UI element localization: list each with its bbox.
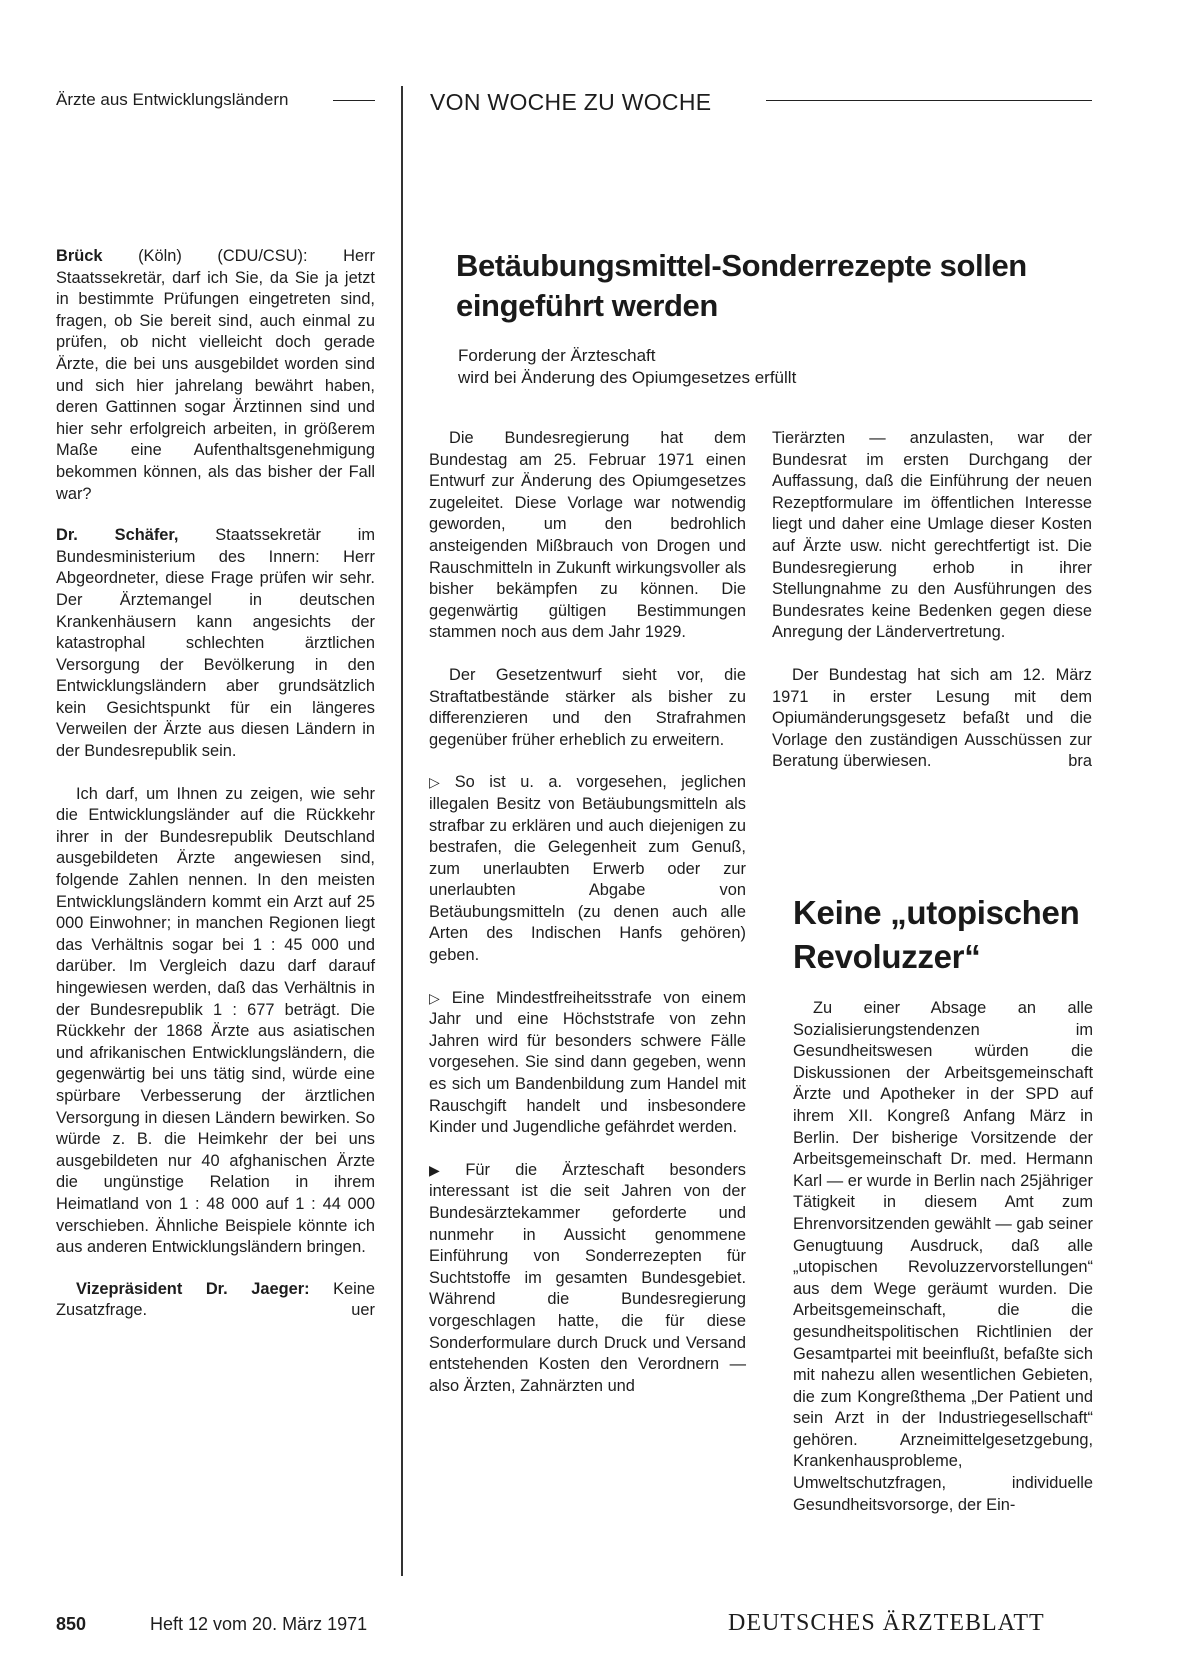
paragraph: Ich darf, um Ihnen zu zeigen, wie sehr die Entwicklungsländer auf die Rückkehr ihrer in der Bundesrepublik Deutschland ausgebildeten Ärzte angewiesen sind, folgende Zahlen nennen. In den meisten Entwicklungsländern kommt ein Arzt auf 25 000 Einwohner; in manchen Regionen liegt das Verhältnis sogar bei 1 : 45 000 und darüber. Im Vergleich dazu darf darauf hingewiesen werden, daß das Verhältnis in der Bundesrepublik 1 : 677 beträgt. Die Rückkehr der 1868 Ärzte aus asiatischen und afrikanischen Entwicklungsländern, die gegenwärtig bei uns tätig sind, würde eine spürbare Verbesserung der ärztlichen Versorgung in diesen Ländern bewirken. So würde z. B. die Heimkehr der bei uns ausgebildeten nur 40 afghanischen Ärzte die ungünstige Relation in ihrem Heimatland von 1 : 48 000 auf 1 : 44 000 verschieben. Ähnliche Beispiele könnte ich aus anderen Entwicklungsländern bringen.	[56, 784, 375, 1257]
publication-logo: DEUTSCHES ÄRZTEBLATT	[728, 1610, 1045, 1636]
speaker-name: Vizepräsident Dr. Jaeger:	[76, 1279, 310, 1298]
kicker-left-rule	[333, 100, 375, 101]
paragraph: Tierärzten — anzulasten, war der Bundesrat im ersten Durchgang der Auffassung, daß die Einführung der neuen Rezeptformulare im öffentlichen Interesse liegt und daher eine Umlage dieser Kosten auf Ärzte usw. nicht gerechtfertigt ist. Die Bundesregierung erhob in ihrer Stellungnahme zu den Ausführungen des Bundesrates keine Bedenken gegen diese Anregung der Ländervertretung.	[772, 429, 1092, 642]
paragraph	[429, 988, 746, 1139]
section-kicker-right: VON WOCHE ZU WOCHE	[430, 89, 712, 115]
bullet-triangle-icon: ▷	[429, 774, 450, 791]
article-column-middle	[429, 428, 746, 1397]
paragraph-text: Eine Mindestfreiheitsstrafe von einem Jahr und eine Höchststrafe von zehn Jahren wird für besonders schwere Fälle vorgesehen. Sie sind dann gegeben, wenn es sich um Bandenbildung zum Handel mit Rauschgift handelt und insbesondere Kinder und Jugendliche gefährdet werden.	[429, 988, 746, 1137]
paragraph-text: Keine Zusatzfrage.	[56, 1279, 375, 1320]
article-headline: Betäubungsmittel-Sonderrezepte sollen eingeführt werden	[456, 248, 1027, 323]
speaker-name: Brück	[56, 247, 103, 265]
paragraph	[56, 246, 375, 505]
paragraph-text: Für die Ärzteschaft besonders interessant ist die seit Jahren von der Bundesärztekammer geforderte und nunmehr in Aussicht genommene Einführung von Sonderrezepten für Suchtstoffe im gesamten Bundesgebiet. Während die Bundesregierung vorgeschlagen hatte, die für diese Sonderformulare durch Druck und Versand entstehenden Kosten den Verordnern — also Ärzten, Zahnärzten und	[429, 1160, 746, 1395]
subhead-line: wird bei Änderung des Opiumgesetzes erfüllt	[458, 368, 797, 387]
left-column	[56, 246, 375, 1322]
article-subhead	[458, 345, 918, 389]
paragraph	[772, 665, 1092, 773]
bullet-triangle-icon: ▷	[429, 989, 447, 1006]
article-column-right-lower	[793, 998, 1093, 1516]
paragraph-text: Der Bundestag hat sich am 12. März 1971 in erster Lesung mit dem Opiumänderungsgesetz befaßt und die Vorlage den zuständigen Ausschüssen zur Beratung überwiesen.	[772, 665, 1092, 771]
bullet-filled-triangle-icon: ▶	[429, 1161, 461, 1178]
kicker-right-rule	[766, 100, 1092, 101]
paragraph	[56, 1279, 375, 1322]
paragraph	[56, 525, 375, 763]
section-kicker-left: Ärzte aus Entwicklungsländern	[56, 90, 289, 109]
author-sign: uer	[351, 1301, 375, 1320]
author-sign: bra	[1068, 752, 1092, 771]
column-divider	[401, 86, 403, 1576]
paragraph: Die Bundesregierung hat dem Bundestag am 25. Februar 1971 einen Entwurf zur Änderung des Opiumgesetzes zugeleitet. Diese Vorlage war notwendig geworden, um den bedrohlich ansteigenden Mißbrauch von Drogen und Rauschmitteln in Zukunft wirkungsvoller als bisher bekämpfen zu können. Die gegenwärtig gültigen Bestimmungen stammen noch aus dem Jahr 1929.	[429, 429, 746, 642]
issue-info: Heft 12 vom 20. März 1971	[150, 1614, 368, 1634]
paragraph-text: (Köln) (CDU/CSU): Herr Staatssekretär, darf ich Sie, da Sie ja jetzt in bestimmte Prüfungen eingetreten sind, fragen, ob Sie bereit sind, auch einmal zu prüfen, ob nicht vielleicht doch gerade Ärzte, die bei uns ausgebildet worden sind und sich hier jahrelang bewährt haben, deren Gattinnen sogar Ärztinnen sind und hier sehr erfolgreich arbeiten, in größerem Maße eine Aufenthaltsgenehmigung bekommen können, als das bisher der Fall war?	[56, 247, 375, 503]
paragraph	[429, 1160, 746, 1398]
paragraph-text: Staatssekretär im Bundesministerium des Innern: Herr Abgeordneter, diese Frage prüfen wir sehr. Der Ärztemangel in deutschen Krankenhäusern kann angesichts der katastrophal schlechten ärztlichen Versorgung der Bevölkerung in den Entwicklungsländern aber grundsätzlich kein Gesichtspunkt für ein längeres Verweilen der Ärzte aus diesen Ländern in der Bundesrepublik sein.	[56, 526, 375, 761]
paragraph	[429, 772, 746, 966]
paragraph: Der Gesetzentwurf sieht vor, die Straftatbestände stärker als bisher zu differenzieren und den Strafrahmen gegenüber früher erheblich zu erweitern.	[429, 665, 746, 749]
page-number: 850	[56, 1614, 87, 1634]
subhead-line: Forderung der Ärzteschaft	[458, 346, 656, 365]
paragraph: Zu einer Absage an alle Sozialisierungstendenzen im Gesundheitswesen würden die Diskussionen der Arbeitsgemeinschaft Ärzte und Apotheker in der SPD auf ihrem XII. Kongreß Anfang März in Berlin. Der bisherige Vorsitzende der Arbeitsgemeinschaft Dr. med. Hermann Karl — er wurde in Berlin nach 25jähriger Tätigkeit in diesem Amt zum Ehrenvorsitzenden gewählt — gab seiner Genugtuung Ausdruck, daß alle „utopischen Revoluzzervorstellungen“ aus dem Wege geräumt wurden. Die Arbeitsgemeinschaft, die die gesundheitspolitischen Richtlinien der Gesamtpartei mit beeinflußt, befaßte sich mit nahezu allen wesentlichen Gebieten, die zum Kongreßthema „Der Patient und sein Arzt in der Industriegesellschaft“ gehören. Arzneimittelgesetzgebung, Krankenhausprobleme, Umweltschutzfragen, individuelle Gesundheitsvorsorge, der Ein-	[793, 999, 1093, 1514]
article-headline: Keine „utopischen Revoluzzer“	[793, 894, 1080, 975]
article-column-right	[772, 428, 1092, 773]
paragraph-text: So ist u. a. vorgesehen, jeglichen illegalen Besitz von Betäubungsmitteln als strafbar zu erklären und auch diejenigen zu bestrafen, die Gelegenheit zum Genuß, zum unerlaubten Erwerb oder zur unerlaubten Abgabe von Betäubungsmitteln (zu denen auch alle Arten des Indischen Hanfs gehören) geben.	[429, 773, 746, 965]
speaker-name: Dr. Schäfer,	[56, 526, 179, 545]
